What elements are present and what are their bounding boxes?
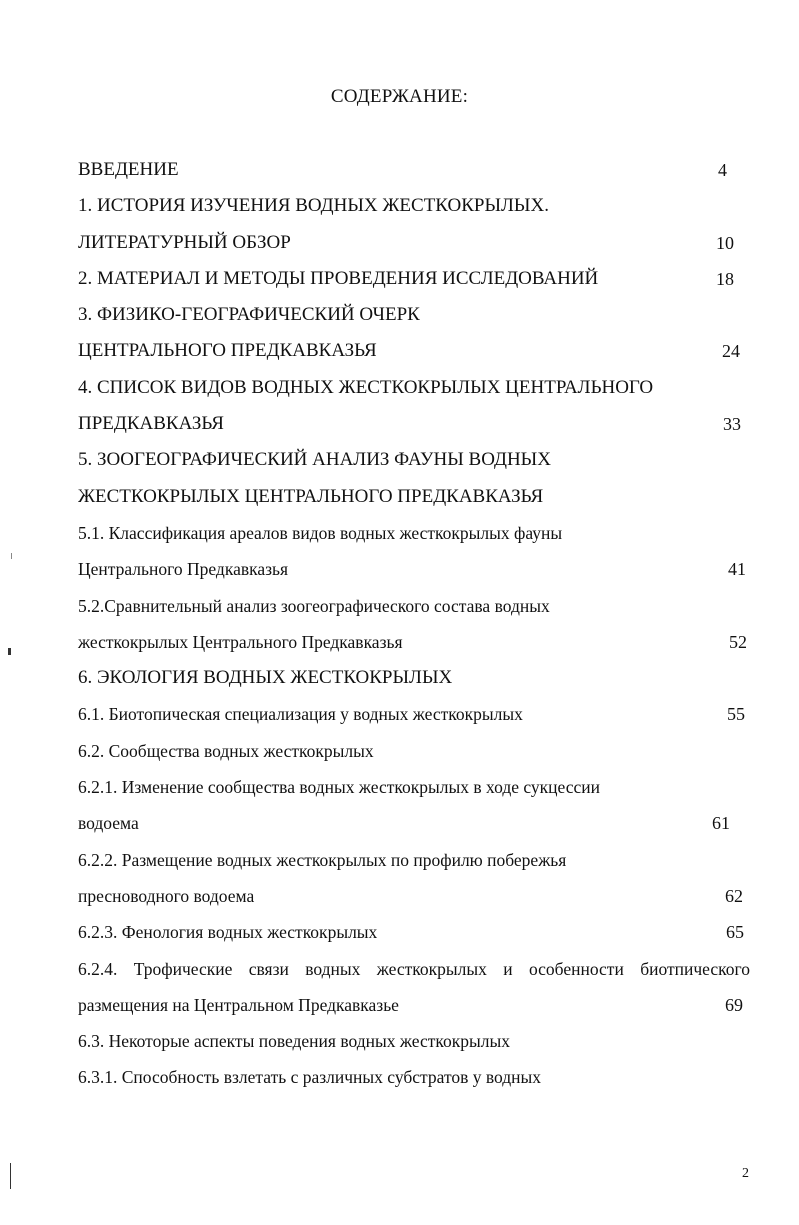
toc-entry-text: 6.2.3. Фенология водных жесткокрылых — [78, 922, 378, 943]
toc-entry-text: ЛИТЕРАТУРНЫЙ ОБЗОР — [78, 231, 291, 253]
toc-entry-page: 10 — [716, 232, 734, 253]
toc-entry-text: ЦЕНТРАЛЬНОГО ПРЕДКАВКАЗЬЯ — [78, 340, 377, 362]
toc-entry — [78, 660, 750, 696]
toc-entry-page: 62 — [725, 885, 743, 906]
toc-entry-text: жесткокрылых Центрального Предкавказья — [78, 631, 403, 652]
toc-entry-text: 6.2.1. Изменение сообщества водных жесткокрылых в ходе сукцессии — [78, 777, 600, 798]
toc-entry — [78, 152, 750, 188]
toc-entry-text: ВВЕДЕНИЕ — [78, 159, 179, 180]
toc-entry-text: Центрального Предкавказья — [78, 559, 289, 580]
toc-entry-page: 52 — [729, 631, 747, 652]
toc-entry — [78, 333, 750, 369]
toc-entry — [78, 188, 750, 224]
toc-entry — [78, 1059, 750, 1095]
toc-entry-text: 6.3. Некоторые аспекты поведения водных жесткокрылых — [78, 1031, 510, 1052]
toc-entry-page: 61 — [712, 813, 730, 834]
toc-entry — [78, 878, 750, 914]
toc-entry-page: 55 — [727, 704, 745, 725]
toc-entry-page: 41 — [728, 559, 746, 580]
toc-entry — [78, 261, 750, 297]
toc-entry-text: 6.2. Сообщества водных жесткокрылых — [78, 740, 374, 761]
toc-entry — [78, 1023, 750, 1059]
toc-entry-text: 5.2.Сравнительный анализ зоогеографического состава водных — [78, 595, 550, 616]
table-of-contents — [78, 152, 750, 1096]
toc-entry-text: 2. МАТЕРИАЛ И МЕТОДЫ ПРОВЕДЕНИЯ ИССЛЕДОВАНИЙ — [78, 267, 599, 289]
toc-entry — [78, 442, 750, 478]
toc-entry-text: 5.1. Классификация ареалов видов водных жесткокрылых фауны — [78, 522, 563, 543]
scan-artifact — [10, 1163, 11, 1189]
page-number: 2 — [742, 1166, 749, 1181]
toc-entry — [78, 951, 750, 987]
toc-entry — [78, 624, 750, 660]
toc-entry-text: ЖЕСТКОКРЫЛЫХ ЦЕНТРАЛЬНОГО ПРЕДКАВКАЗЬЯ — [78, 485, 544, 507]
toc-entry-page: 24 — [722, 341, 740, 362]
toc-entry — [78, 769, 750, 805]
toc-entry-page: 69 — [725, 994, 743, 1015]
toc-entry-text: пресноводного водоема — [78, 885, 255, 906]
toc-entry — [78, 225, 750, 261]
toc-entry-text: ПРЕДКАВКАЗЬЯ — [78, 413, 224, 435]
toc-entry-page: 65 — [726, 922, 744, 943]
toc-entry-text: 6.2.4. Трофические связи водных жесткокрылых и особенности биотпического — [78, 958, 750, 979]
toc-entry-text: 4. СПИСОК ВИДОВ ВОДНЫХ ЖЕСТКОКРЫЛЫХ ЦЕНТРАЛЬНОГО — [78, 376, 654, 398]
toc-entry-page: 33 — [723, 414, 741, 435]
toc-entry-text: 6.3.1. Способность взлетать с различных субстратов у водных — [78, 1067, 542, 1088]
toc-entry — [78, 479, 750, 515]
toc-entry-page: 18 — [716, 268, 734, 289]
toc-entry — [78, 842, 750, 878]
scan-artifact — [11, 553, 12, 559]
toc-entry-text: размещения на Центральном Предкавказье — [78, 994, 399, 1015]
toc-entry — [78, 914, 750, 950]
scan-artifact — [8, 648, 11, 655]
toc-entry — [78, 370, 750, 406]
toc-entry — [78, 515, 750, 551]
toc-entry-text: 3. ФИЗИКО-ГЕОГРАФИЧЕСКИЙ ОЧЕРК — [78, 304, 420, 326]
toc-entry-text: 5. ЗООГЕОГРАФИЧЕСКИЙ АНАЛИЗ ФАУНЫ ВОДНЫХ — [78, 449, 551, 471]
toc-entry-text: водоема — [78, 813, 139, 834]
toc-entry — [78, 406, 750, 442]
toc-entry-page: 4 — [718, 160, 727, 180]
toc-entry — [78, 696, 750, 732]
toc-entry — [78, 733, 750, 769]
toc-entry — [78, 588, 750, 624]
page-title: СОДЕРЖАНИЕ: — [330, 86, 469, 107]
toc-entry — [78, 551, 750, 587]
toc-entry-text: 1. ИСТОРИЯ ИЗУЧЕНИЯ ВОДНЫХ ЖЕСТКОКРЫЛЫХ. — [78, 195, 549, 217]
toc-entry — [78, 805, 750, 841]
toc-entry-text: 6.2.2. Размещение водных жесткокрылых по профилю побережья — [78, 849, 567, 870]
toc-entry — [78, 297, 750, 333]
toc-entry — [78, 987, 750, 1023]
toc-entry-text: 6. ЭКОЛОГИЯ ВОДНЫХ ЖЕСТКОКРЫЛЫХ — [78, 667, 453, 689]
toc-entry-text: 6.1. Биотопическая специализация у водных жесткокрылых — [78, 704, 523, 725]
